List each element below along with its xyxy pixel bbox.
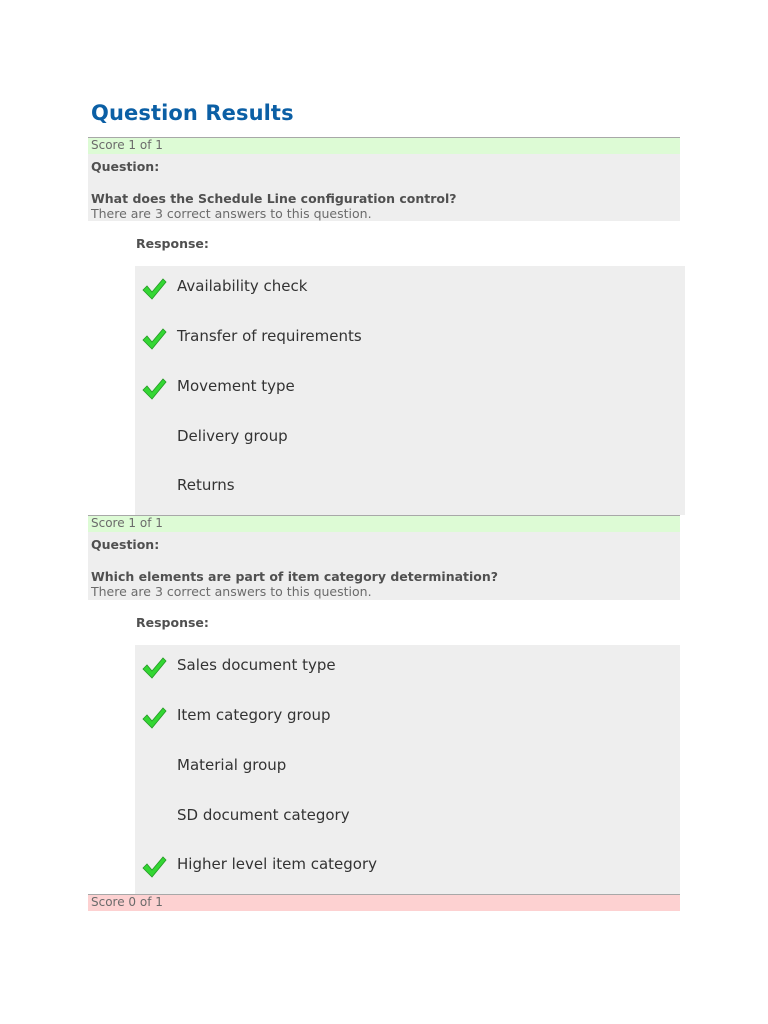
score-bar-q3: Score 0 of 1 — [88, 894, 680, 911]
checkmark-icon — [141, 276, 167, 302]
answer-label: Higher level item category — [177, 855, 378, 873]
checkmark-icon — [141, 705, 167, 731]
answer-item — [135, 316, 685, 366]
question-box-q1 — [88, 154, 680, 221]
response-label: Response: — [136, 615, 209, 630]
answer-label: Availability check — [177, 277, 308, 295]
question-label: Question: — [91, 159, 160, 174]
question-hint: There are 3 correct answers to this question. — [91, 206, 372, 221]
answer-label: Delivery group — [177, 427, 288, 445]
answers-list-q1 — [135, 266, 685, 515]
answer-item — [135, 645, 680, 695]
question-text: Which elements are part of item category determination? — [91, 569, 499, 584]
answer-label: Transfer of requirements — [177, 327, 362, 345]
answer-item — [135, 795, 680, 845]
answers-list-q2 — [135, 645, 680, 894]
answer-item — [135, 416, 685, 466]
checkmark-icon — [141, 326, 167, 352]
answer-item — [135, 266, 685, 316]
checkmark-icon — [141, 376, 167, 402]
checkmark-icon — [141, 655, 167, 681]
answer-item — [135, 745, 680, 795]
response-label: Response: — [136, 236, 209, 251]
question-hint: There are 3 correct answers to this question. — [91, 584, 372, 599]
answer-item — [135, 465, 685, 515]
answer-label: SD document category — [177, 806, 350, 824]
answer-label: Returns — [177, 476, 235, 494]
answer-item — [135, 844, 680, 894]
answer-label: Item category group — [177, 706, 331, 724]
question-box-q2 — [88, 532, 680, 600]
checkmark-icon — [141, 854, 167, 880]
question-text: What does the Schedule Line configuration control? — [91, 191, 457, 206]
answer-label: Sales document type — [177, 656, 336, 674]
answer-item — [135, 695, 680, 745]
answer-label: Movement type — [177, 377, 295, 395]
score-bar-q2: Score 1 of 1 — [88, 515, 680, 532]
answer-item — [135, 366, 685, 416]
score-bar-q1: Score 1 of 1 — [88, 137, 680, 154]
page-title: Question Results — [91, 101, 294, 125]
answer-label: Material group — [177, 756, 287, 774]
question-label: Question: — [91, 537, 160, 552]
